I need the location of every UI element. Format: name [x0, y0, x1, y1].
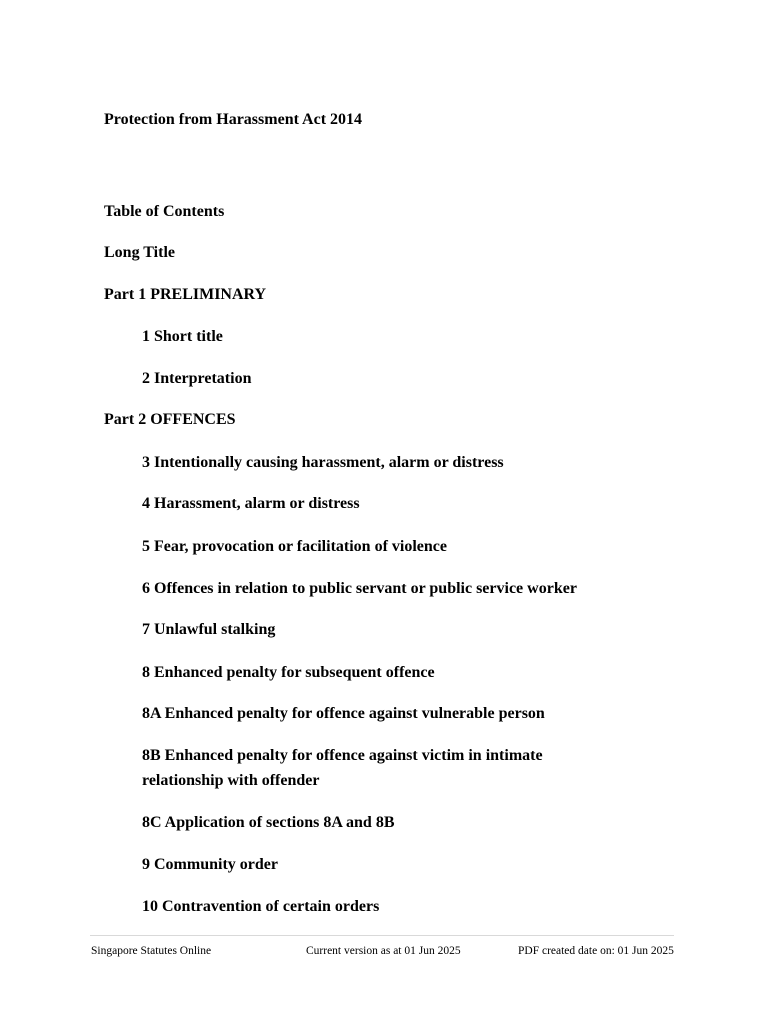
- toc-link-section-6[interactable]: 6 Offences in relation to public servant or public service worker: [142, 580, 577, 597]
- toc-link-section-5[interactable]: 5 Fear, provocation or facilitation of violence: [142, 538, 447, 555]
- footer-version: Current version as at 01 Jun 2025: [306, 945, 461, 957]
- toc-link-section-3[interactable]: 3 Intentionally causing harassment, alarm or distress: [142, 454, 504, 471]
- toc-link-long-title[interactable]: Long Title: [104, 244, 175, 261]
- toc-link-section-10[interactable]: 10 Contravention of certain orders: [142, 898, 380, 915]
- toc-link-part-1[interactable]: Part 1 PRELIMINARY: [104, 286, 267, 303]
- footer-divider: [90, 935, 674, 936]
- toc-link-section-8b[interactable]: 8B Enhanced penalty for offence against victim in intimate relationship with offender: [142, 747, 543, 789]
- toc-link-section-1[interactable]: 1 Short title: [142, 328, 223, 345]
- toc-link-section-4[interactable]: 4 Harassment, alarm or distress: [142, 495, 360, 512]
- footer-created-date: PDF created date on: 01 Jun 2025: [518, 945, 674, 957]
- document-title: Protection from Harassment Act 2014: [104, 111, 363, 128]
- footer-source: Singapore Statutes Online: [91, 945, 212, 957]
- toc-link-section-8[interactable]: 8 Enhanced penalty for subsequent offence: [142, 664, 435, 681]
- toc-link-section-7[interactable]: 7 Unlawful stalking: [142, 621, 276, 638]
- toc-link-part-2[interactable]: Part 2 OFFENCES: [104, 411, 236, 428]
- toc-link-section-8a[interactable]: 8A Enhanced penalty for offence against vulnerable person: [142, 705, 545, 722]
- toc-link-section-8c[interactable]: 8C Application of sections 8A and 8B: [142, 814, 395, 831]
- toc-link-section-2[interactable]: 2 Interpretation: [142, 370, 252, 387]
- toc-heading: Table of Contents: [104, 203, 225, 220]
- toc-link-section-9[interactable]: 9 Community order: [142, 856, 278, 873]
